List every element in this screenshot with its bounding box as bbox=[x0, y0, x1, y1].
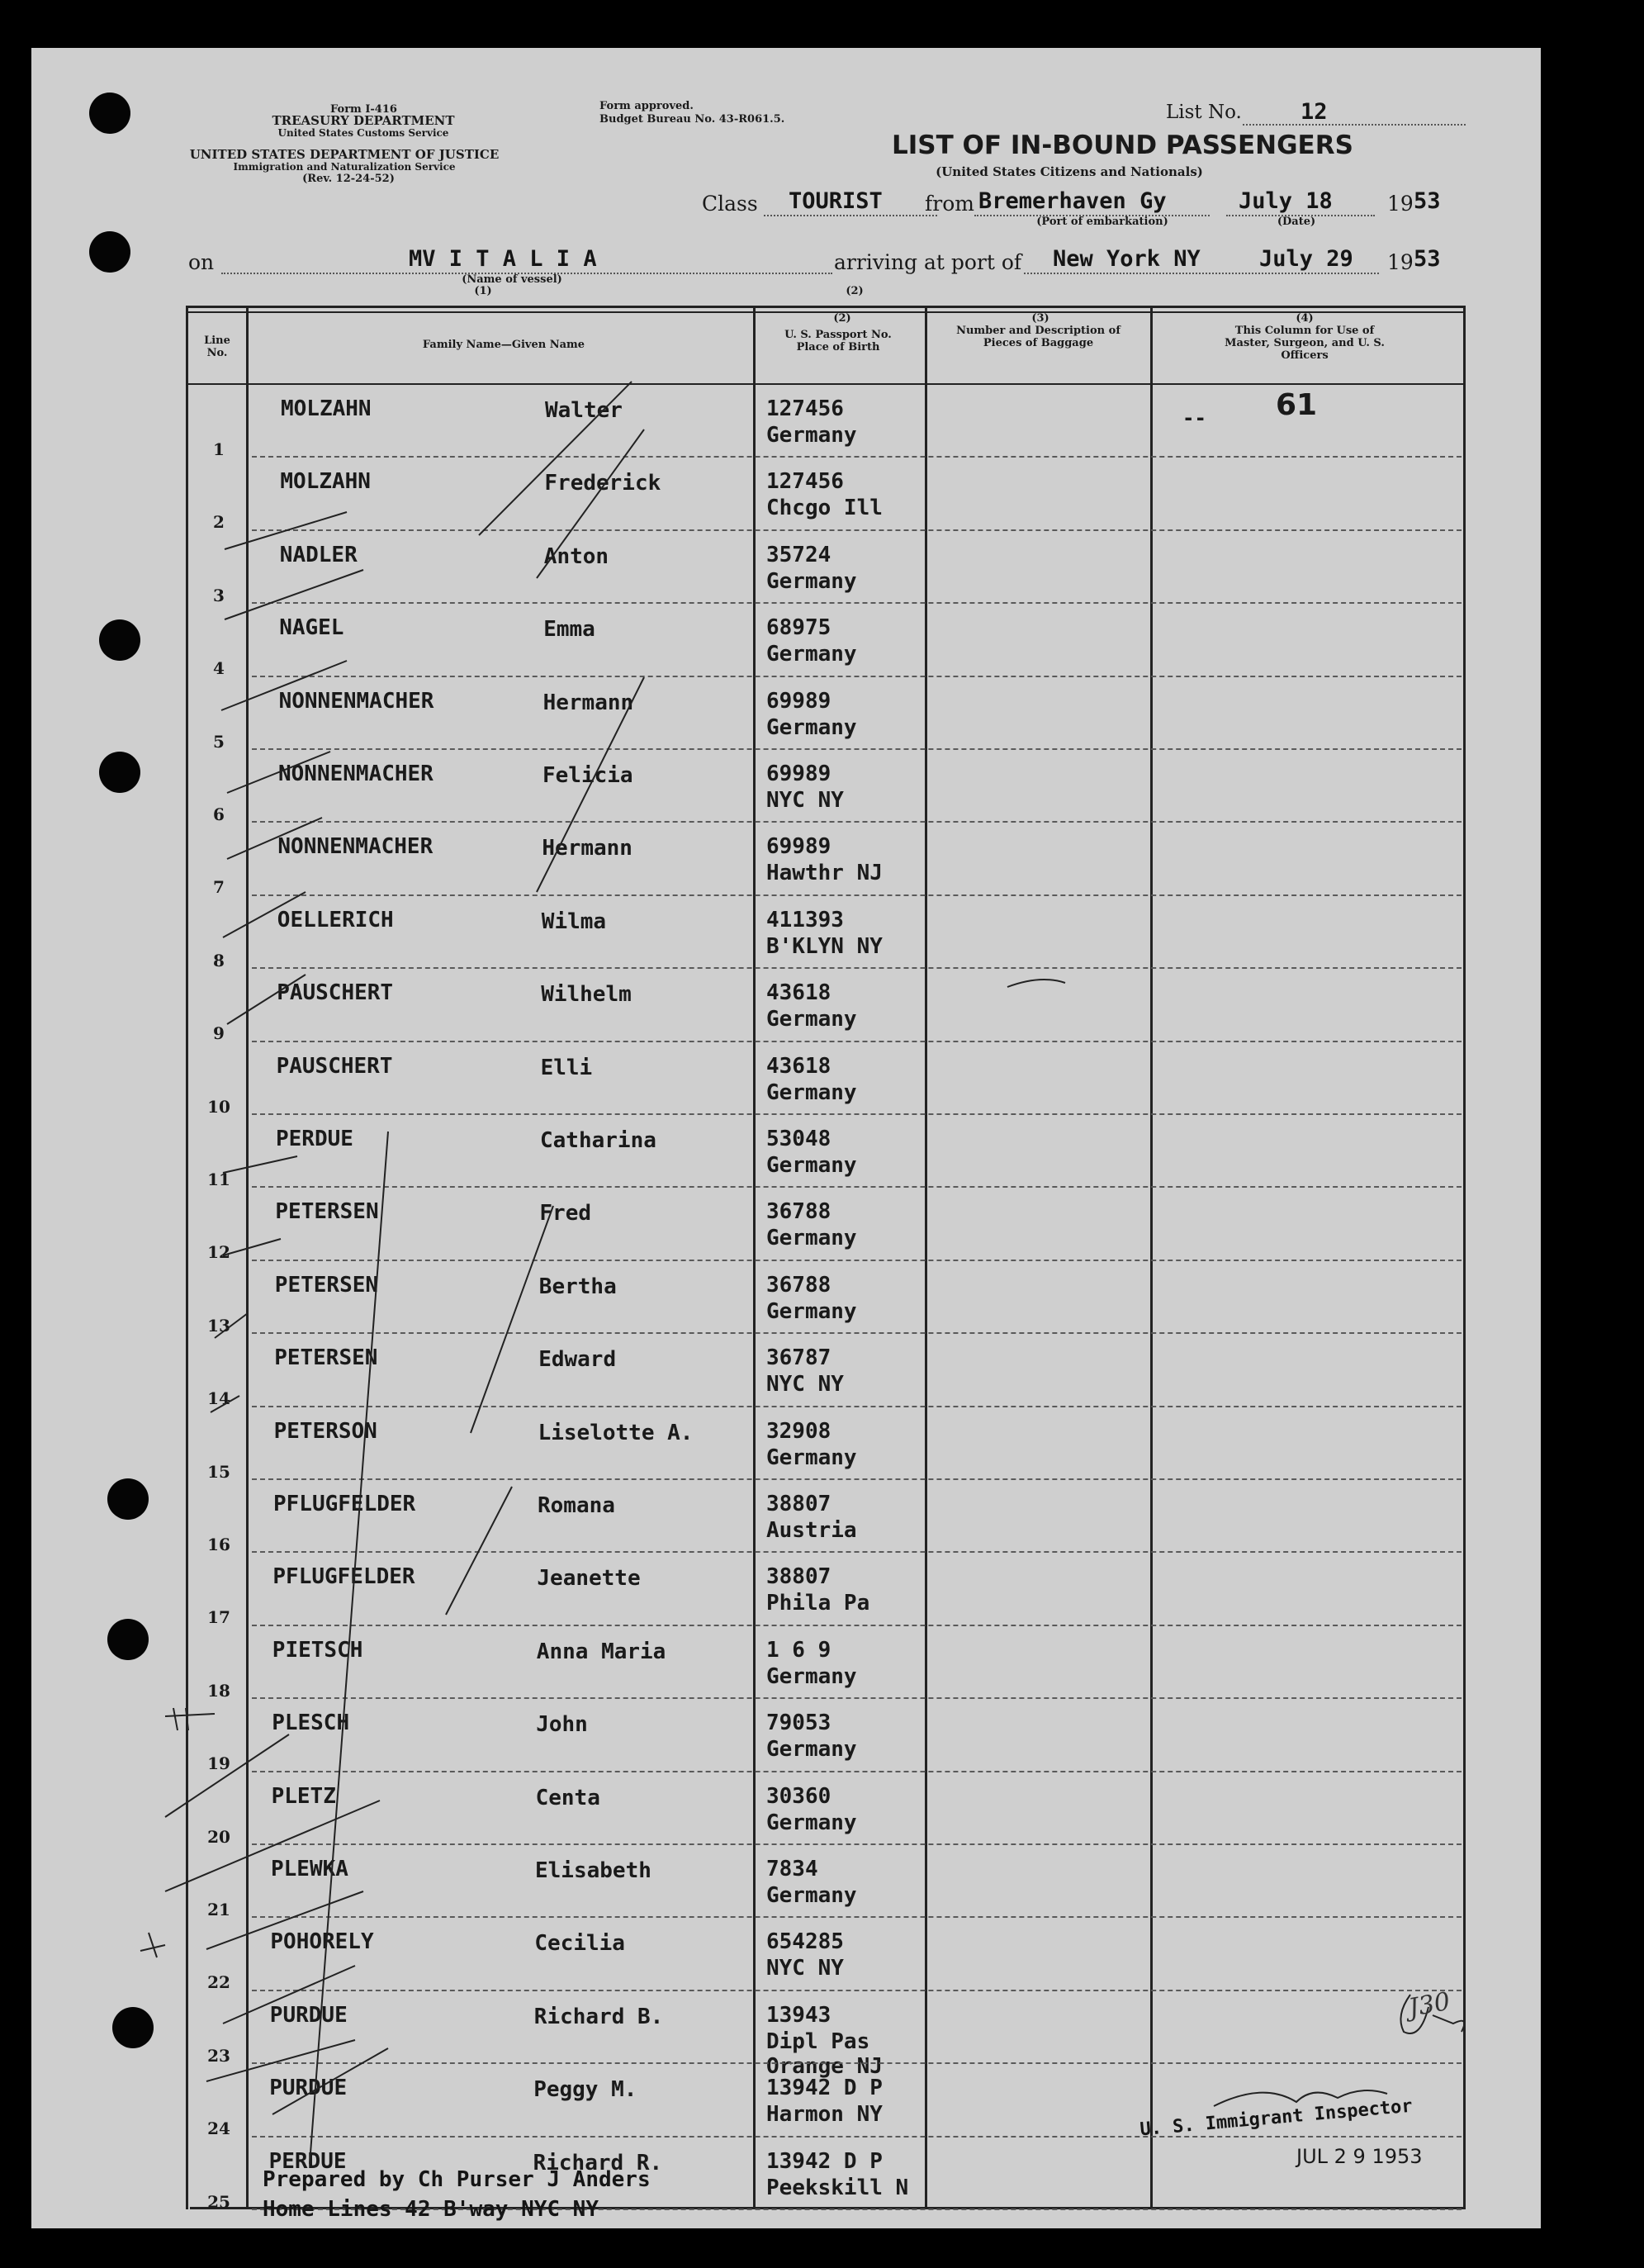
given-name: Cecilia bbox=[534, 1931, 625, 1957]
line-number: 11 bbox=[207, 1170, 230, 1189]
given-name: Centa bbox=[535, 1785, 600, 1810]
officer-dash: -- bbox=[1182, 406, 1206, 429]
place-of-birth: NYC NY bbox=[766, 1956, 844, 1981]
given-name: Frederick bbox=[544, 471, 661, 496]
family-name: PETERSEN bbox=[274, 1345, 378, 1371]
customs-service: United States Customs Service bbox=[277, 127, 449, 139]
family-name: PLETZ bbox=[271, 1783, 336, 1809]
place-of-birth: NYC NY bbox=[766, 1372, 844, 1397]
place-of-birth: Germany bbox=[766, 1445, 857, 1470]
line-number: 14 bbox=[207, 1388, 230, 1409]
year-prefix: 19 bbox=[1387, 192, 1414, 216]
justice-dept: UNITED STATES DEPARTMENT OF JUSTICE bbox=[189, 147, 500, 162]
arrival-year: 53 bbox=[1414, 246, 1441, 272]
passport-number: 38807 bbox=[766, 1492, 831, 1516]
given-name: Richard B. bbox=[533, 2004, 664, 2029]
col-baggage: Number and Description of Pieces of Baggage bbox=[956, 325, 1120, 349]
family-name: NONNENMACHER bbox=[278, 688, 434, 714]
family-name: PETERSEN bbox=[274, 1272, 379, 1298]
passport-number: 1 6 9 bbox=[766, 1637, 831, 1663]
line-number: 17 bbox=[207, 1607, 230, 1628]
list-no: 12 bbox=[1301, 99, 1328, 125]
family-name: POHORELY bbox=[270, 1929, 374, 1955]
arrival-date: July 29 bbox=[1259, 246, 1353, 272]
line-number: 13 bbox=[207, 1315, 230, 1336]
line-number: 20 bbox=[207, 1826, 230, 1847]
budget-bureau: Budget Bureau No. 43-R061.5. bbox=[599, 113, 785, 126]
place-of-birth: Austria bbox=[766, 1518, 857, 1543]
passport-number: 13943 bbox=[766, 2002, 831, 2028]
place-of-birth: Germany bbox=[766, 1226, 857, 1251]
given-name: Emma bbox=[543, 617, 595, 643]
passport-number: 13942 D P bbox=[766, 2076, 883, 2101]
passport-number: 69989 bbox=[766, 834, 831, 860]
passport-number: 7834 bbox=[766, 1857, 818, 1881]
passport-number: 53048 bbox=[766, 1127, 831, 1151]
given-name: Anna Maria bbox=[536, 1639, 666, 1664]
ins-service: Immigration and Naturalization Service bbox=[233, 161, 456, 173]
arriving-label: arriving at port of bbox=[834, 250, 1022, 274]
given-name: Walter bbox=[545, 398, 623, 423]
col-officers: This Column for Use of Master, Surgeon, and U. S. Officers bbox=[1225, 325, 1385, 362]
col-name: Family Name—Given Name bbox=[422, 339, 585, 351]
col-passport: U. S. Passport No. Place of Birth bbox=[784, 329, 892, 353]
place-of-birth: NYC NY bbox=[766, 788, 844, 813]
class-label: Class bbox=[702, 192, 758, 216]
family-name: PETERSON bbox=[273, 1418, 377, 1444]
family-name: PERDUE bbox=[268, 2148, 347, 2174]
from-label: from bbox=[925, 192, 974, 216]
port-of-embarkation: Bremerhaven Gy bbox=[978, 188, 1167, 214]
passport-number: 69989 bbox=[766, 688, 831, 714]
passport-number: 13942 D P bbox=[766, 2148, 883, 2174]
given-name: Romana bbox=[538, 1493, 615, 1518]
passport-number: 36788 bbox=[766, 1199, 831, 1225]
place-of-birth: Germany bbox=[766, 1810, 857, 1835]
col-line-no: Line No. bbox=[204, 335, 230, 359]
line-number: 10 bbox=[207, 1096, 230, 1117]
place-of-birth: Peekskill N bbox=[766, 2175, 909, 2200]
place-of-birth: Hawthr NJ bbox=[766, 861, 883, 886]
given-name: John bbox=[536, 1712, 588, 1738]
place-of-birth: Germany bbox=[766, 714, 857, 740]
col-baggage-num: (3) bbox=[1031, 312, 1049, 325]
line-number: 4 bbox=[213, 658, 225, 679]
vessel-name: MV I T A L I A bbox=[409, 246, 597, 272]
arrival-year-prefix: 19 bbox=[1387, 250, 1414, 274]
given-name: Elli bbox=[540, 1055, 593, 1080]
passport-number: 654285 bbox=[766, 1929, 844, 1955]
officer-count: 61 bbox=[1276, 388, 1318, 422]
given-name: Elisabeth bbox=[535, 1858, 651, 1883]
passport-number: 127456 bbox=[766, 469, 844, 495]
family-name: PAUSCHERT bbox=[276, 1053, 393, 1079]
embarkation-year: 53 bbox=[1414, 188, 1441, 214]
form-number: Form I-416 bbox=[330, 103, 397, 116]
given-name: Bertha bbox=[538, 1274, 617, 1299]
given-name: Hermann bbox=[542, 690, 634, 715]
col-passport-num: (2) bbox=[833, 312, 851, 325]
family-name: PFLUGFELDER bbox=[272, 1564, 415, 1590]
family-name: PETERSEN bbox=[275, 1199, 379, 1225]
place-of-birth: Germany bbox=[766, 1007, 857, 1032]
passport-number: 38807 bbox=[766, 1564, 831, 1590]
line-number: 1 bbox=[213, 439, 225, 459]
passport-number: 30360 bbox=[766, 1783, 831, 1809]
given-name: Anton bbox=[543, 543, 609, 569]
page-title: LIST OF IN-BOUND PASSENGERS bbox=[892, 130, 1353, 160]
line-number: 9 bbox=[213, 1023, 225, 1044]
place-of-birth: Germany bbox=[766, 1298, 857, 1324]
given-name: Hermann bbox=[542, 836, 632, 861]
inspection-stamp: JUL 2 9 1953 bbox=[1296, 2145, 1423, 2168]
family-name: PFLUGFELDER bbox=[273, 1492, 416, 1516]
given-name: Liselotte A. bbox=[538, 1420, 694, 1445]
passport-number: 127456 bbox=[766, 396, 844, 421]
passport-number: 32908 bbox=[766, 1418, 831, 1444]
family-name: MOLZAHN bbox=[280, 469, 371, 495]
passport-number: 69989 bbox=[766, 762, 831, 786]
line-number: 5 bbox=[213, 731, 225, 752]
place-of-birth: Germany bbox=[766, 1153, 857, 1178]
passport-number: 36788 bbox=[766, 1272, 831, 1298]
passport-number: 43618 bbox=[766, 1053, 831, 1079]
passport-number: 43618 bbox=[766, 980, 831, 1006]
line-number: 15 bbox=[207, 1461, 230, 1482]
given-name: Peggy M. bbox=[533, 2077, 637, 2103]
prepared-by: Prepared by Ch Purser J Anders bbox=[263, 2167, 651, 2192]
given-name: Richard R. bbox=[533, 2150, 663, 2175]
line-number: 23 bbox=[207, 2045, 230, 2066]
line-number: 2 bbox=[213, 512, 225, 533]
place-of-birth: Germany bbox=[766, 1737, 857, 1763]
family-name: NONNENMACHER bbox=[278, 762, 434, 786]
line-number: 18 bbox=[207, 1680, 230, 1701]
place-of-birth: Germany bbox=[766, 1079, 857, 1105]
embarkation-date: July 18 bbox=[1239, 188, 1333, 214]
arrival-col-num: (2) bbox=[846, 285, 864, 297]
inspector-initials: J30 bbox=[1406, 1986, 1452, 2024]
treasury-dept: TREASURY DEPARTMENT bbox=[272, 113, 455, 128]
line-number: 21 bbox=[207, 1900, 230, 1919]
place-of-birth: Germany bbox=[766, 568, 857, 594]
line-number: 3 bbox=[213, 585, 225, 605]
arrival-port: New York NY bbox=[1053, 246, 1201, 272]
family-name: OELLERICH bbox=[277, 907, 394, 932]
family-name: PURDUE bbox=[269, 2002, 348, 2028]
date-caption: (Date) bbox=[1277, 216, 1316, 228]
line-number: 19 bbox=[207, 1753, 230, 1774]
line-number: 16 bbox=[207, 1535, 230, 1554]
class-value: TOURIST bbox=[789, 188, 883, 214]
passport-number: 35724 bbox=[766, 542, 831, 567]
place-of-birth: B'KLYN NY bbox=[766, 933, 883, 959]
passport-number: 411393 bbox=[766, 907, 844, 932]
family-name: PIETSCH bbox=[272, 1637, 363, 1663]
family-name: NADLER bbox=[279, 542, 358, 567]
col-officers-num: (4) bbox=[1296, 312, 1314, 325]
line-number: 22 bbox=[207, 1972, 230, 1993]
place-of-birth-line2: Orange NJ bbox=[766, 2053, 883, 2079]
home-lines: Home Lines 42 B'way NYC NY bbox=[263, 2197, 599, 2222]
given-name: Edward bbox=[538, 1347, 617, 1373]
given-name: Catharina bbox=[540, 1128, 656, 1153]
family-name: NAGEL bbox=[279, 615, 344, 641]
line-number: 6 bbox=[213, 804, 225, 824]
on-label: on bbox=[188, 250, 215, 274]
place-of-birth: Dipl Pas bbox=[766, 2028, 870, 2054]
place-of-birth: Germany bbox=[766, 1883, 857, 1908]
given-name: Wilma bbox=[541, 909, 607, 934]
line-number: 7 bbox=[213, 877, 225, 898]
family-name: PLESCH bbox=[272, 1710, 350, 1736]
line-number: 25 bbox=[207, 2191, 230, 2212]
given-name: Wilhelm bbox=[541, 982, 632, 1008]
port-caption: (Port of embarkation) bbox=[1036, 216, 1168, 228]
line-number: 12 bbox=[207, 1242, 230, 1263]
vessel-col-num: (1) bbox=[474, 285, 492, 297]
page-subtitle: (United States Citizens and Nationals) bbox=[936, 164, 1203, 179]
passport-number: 36787 bbox=[766, 1345, 831, 1371]
family-name: PAUSCHERT bbox=[277, 980, 394, 1006]
family-name: PURDUE bbox=[269, 2076, 348, 2101]
given-name: Felicia bbox=[542, 763, 633, 788]
place-of-birth: Germany bbox=[766, 642, 857, 667]
given-name: Fred bbox=[539, 1201, 592, 1227]
passport-number: 79053 bbox=[766, 1710, 831, 1736]
passport-number: 68975 bbox=[766, 615, 831, 641]
vessel-caption: (Name of vessel) bbox=[462, 273, 562, 286]
list-no-label: List No. bbox=[1166, 102, 1242, 123]
family-name: NONNENMACHER bbox=[277, 834, 434, 860]
place-of-birth: Harmon NY bbox=[766, 2102, 883, 2128]
place-of-birth: Germany bbox=[766, 423, 857, 448]
inspector-label: U. S. Immigrant Inspector bbox=[1139, 2095, 1414, 2141]
given-name: Jeanette bbox=[537, 1566, 641, 1592]
place-of-birth: Phila Pa bbox=[766, 1591, 870, 1616]
revision-date: (Rev. 12-24-52) bbox=[302, 173, 395, 185]
place-of-birth: Chcgo Ill bbox=[766, 496, 883, 521]
family-name: PLEWKA bbox=[271, 1857, 348, 1881]
place-of-birth: Germany bbox=[766, 1663, 857, 1689]
form-approved: Form approved. bbox=[599, 100, 694, 112]
line-number: 8 bbox=[213, 950, 225, 970]
family-name: MOLZAHN bbox=[281, 396, 372, 421]
line-number: 24 bbox=[207, 2119, 230, 2139]
family-name: PERDUE bbox=[276, 1127, 353, 1151]
